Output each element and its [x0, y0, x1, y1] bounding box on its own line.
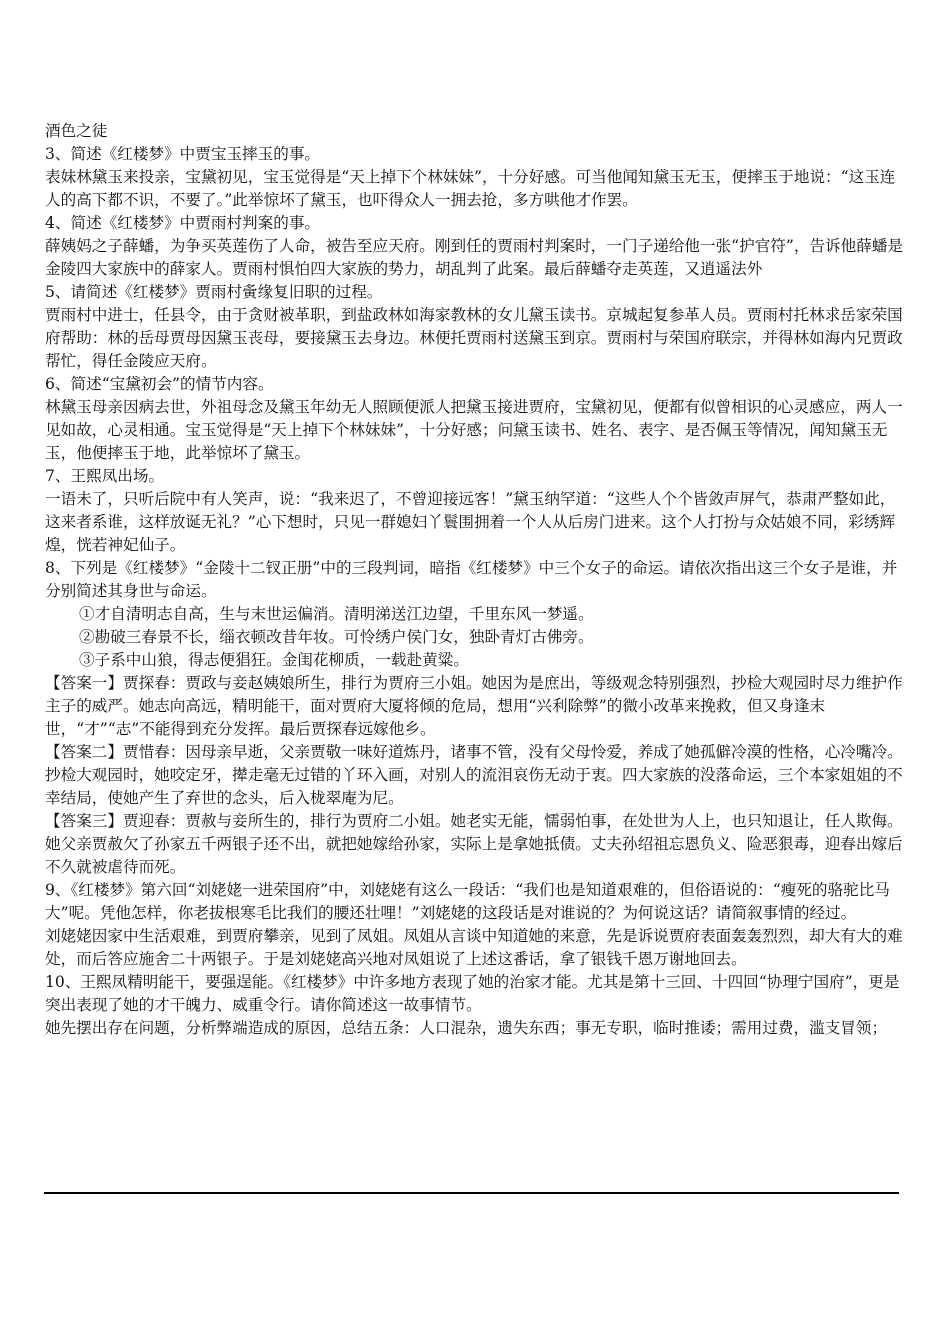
- question-3: 3、简述《红楼梦》中贾宝玉摔玉的事。: [45, 145, 321, 163]
- answer-5: 贾雨村中进士，任县令，由于贪财被革职，到盐政林如海家教林的女儿黛玉读书。京城起复参革人员。贾雨村托林求岳家荣国府帮助：林的岳母贾母因黛玉丧母，要接黛玉去身边。林便托贾雨村送黛玉到京。贾雨村与荣国府联宗，并得林如海内兄贾政帮忙，得任金陵应天府。: [45, 306, 903, 370]
- question-8: 8、下列是《红楼梦》“金陵十二钗正册”中的三段判词，暗指《红楼梦》中三个女子的命运。请依次指出这三个女子是谁，并分别简述其身世与命运。: [45, 559, 898, 600]
- footer-rule: [44, 1192, 899, 1194]
- text-line: 酒色之徒: [45, 122, 108, 140]
- answer-8-3: 【答案三】贾迎春：贾赦与妾所生的，排行为贾府二小姐。她老实无能，懦弱怕事，在处世为人上，也只知退让，任人欺侮。她父亲贾赦欠了孙家五千两银子还不出，就把她嫁给孙家，实际上是拿她抵债。丈夫孙绍祖忘恩负义、险恶狠毒，迎春出嫁后不久就被虐待而死。: [45, 812, 903, 876]
- question-6: 6、简述“宝黛初会”的情节内容。: [45, 375, 274, 393]
- answer-4: 薛姨妈之子薛蟠，为争买英莲伤了人命，被告至应天府。刚到任的贾雨村判案时，一门子递给他一张“护官符”，告诉他薛蟠是金陵四大家族中的薛家人。贾雨村惧怕四大家族的势力，胡乱判了此案。最后薛蟠夺走英莲，又逍遥法外: [45, 237, 904, 278]
- question-9: 9、《红楼梦》第六回“刘姥姥一进荣国府”中，刘姥姥有这么一段话：“我们也是知道艰难的，但俗语说的：“瘦死的骆驼比马大”呢。凭他怎样，你老拔根寒毛比我们的腰还壮哩！”刘姥姥的这段话是对谁说的？为何说这话？请简叙事情的经过。: [45, 881, 890, 922]
- question-7: 7、王熙凤出场。: [45, 467, 165, 485]
- document-body: [45, 120, 905, 1040]
- answer-7: 一语未了，只听后院中有人笑声，说：“我来迟了，不曾迎接远客！”黛玉纳罕道：“这些人个个皆敛声屏气，恭肃严整如此，这来者系谁，这样放诞无礼？”心下想时，只见一群媳妇丫鬟围拥着一个人从后房门进来。这个人打扮与众姑娘不同，彩绣辉煌，恍若神妃仙子。: [45, 490, 896, 554]
- verse-3: ③子系中山狼，得志便猖狂。金闺花柳质，一载赴黄粱。: [79, 651, 469, 669]
- verse-1: ①才自清明志自高，生与末世运偏消。清明涕送江边望，千里东风一梦遥。: [79, 605, 594, 623]
- answer-6: 林黛玉母亲因病去世，外祖母念及黛玉年幼无人照顾便派人把黛玉接进贾府，宝黛初见，便都有似曾相识的心灵感应，两人一见如故，心灵相通。宝玉觉得是“天上掉下个林妹妹”，十分好感；问黛玉读书、姓名、表字、是否佩玉等情况，闻知黛玉无玉，他便摔玉于地，此举惊坏了黛玉。: [45, 398, 903, 462]
- question-10: 10、王熙凤精明能干，要强逞能。《红楼梦》中许多地方表现了她的治家才能。尤其是第十三回、十四回“协理宁国府”，更是突出表现了她的才干魄力、威重令行。请你简述这一故事情节。: [45, 973, 900, 1014]
- verse-2: ②勘破三春景不长，缁衣顿改昔年妆。可怜绣户侯门女，独卧青灯古佛旁。: [79, 628, 594, 646]
- question-5: 5、请简述《红楼梦》贾雨村夤缘复旧职的过程。: [45, 283, 383, 301]
- answer-9: 刘姥姥因家中生活艰难，到贾府攀亲，见到了凤姐。凤姐从言谈中知道她的来意，先是诉说贾府表面轰轰烈烈，却大有大的难处，而后答应施舍二十两银子。于是刘姥姥高兴地对凤姐说了上述这番话，拿了银钱千恩万谢地回去。: [45, 927, 903, 968]
- answer-3: 表妹林黛玉来投亲，宝黛初见，宝玉觉得是“天上掉下个林妹妹”，十分好感。可当他闻知黛玉无玉，便摔玉于地说：“这玉连人的高下都不识，不要了。”此举惊坏了黛玉，也吓得众人一拥去抢，多方哄他才作罢。: [45, 168, 896, 209]
- answer-8-2: 【答案二】贾惜春：因母亲早逝，父亲贾敬一味好道炼丹，诸事不管，没有父母怜爱，养成了她孤僻冷漠的性格，心冷嘴冷。抄检大观园时，她咬定牙，撵走毫无过错的丫环入画，对别人的流泪哀伤无动于衷。四大家族的没落命运，三个本家姐姐的不幸结局，使她产生了弃世的念头，后入栊翠庵为尼。: [45, 743, 903, 807]
- question-4: 4、简述《红楼梦》中贾雨村判案的事。: [45, 214, 321, 232]
- answer-8-1: 【答案一】贾探春：贾政与妾赵姨娘所生，排行为贾府三小姐。她因为是庶出，等级观念特别强烈，抄检大观园时尽力维护作主子的威严。她志向高远，精明能干，面对贾府大厦将倾的危局，想用“兴利除弊”的微小改革来挽救，但又身逢末世，“才”“志”不能得到充分发挥。最后贾探春远嫁他乡。: [45, 674, 903, 738]
- answer-10: 她先摆出存在问题，分析弊端造成的原因，总结五条：人口混杂，遗失东西；事无专职，临时推诿；需用过费，滥支冒领；: [45, 1019, 888, 1037]
